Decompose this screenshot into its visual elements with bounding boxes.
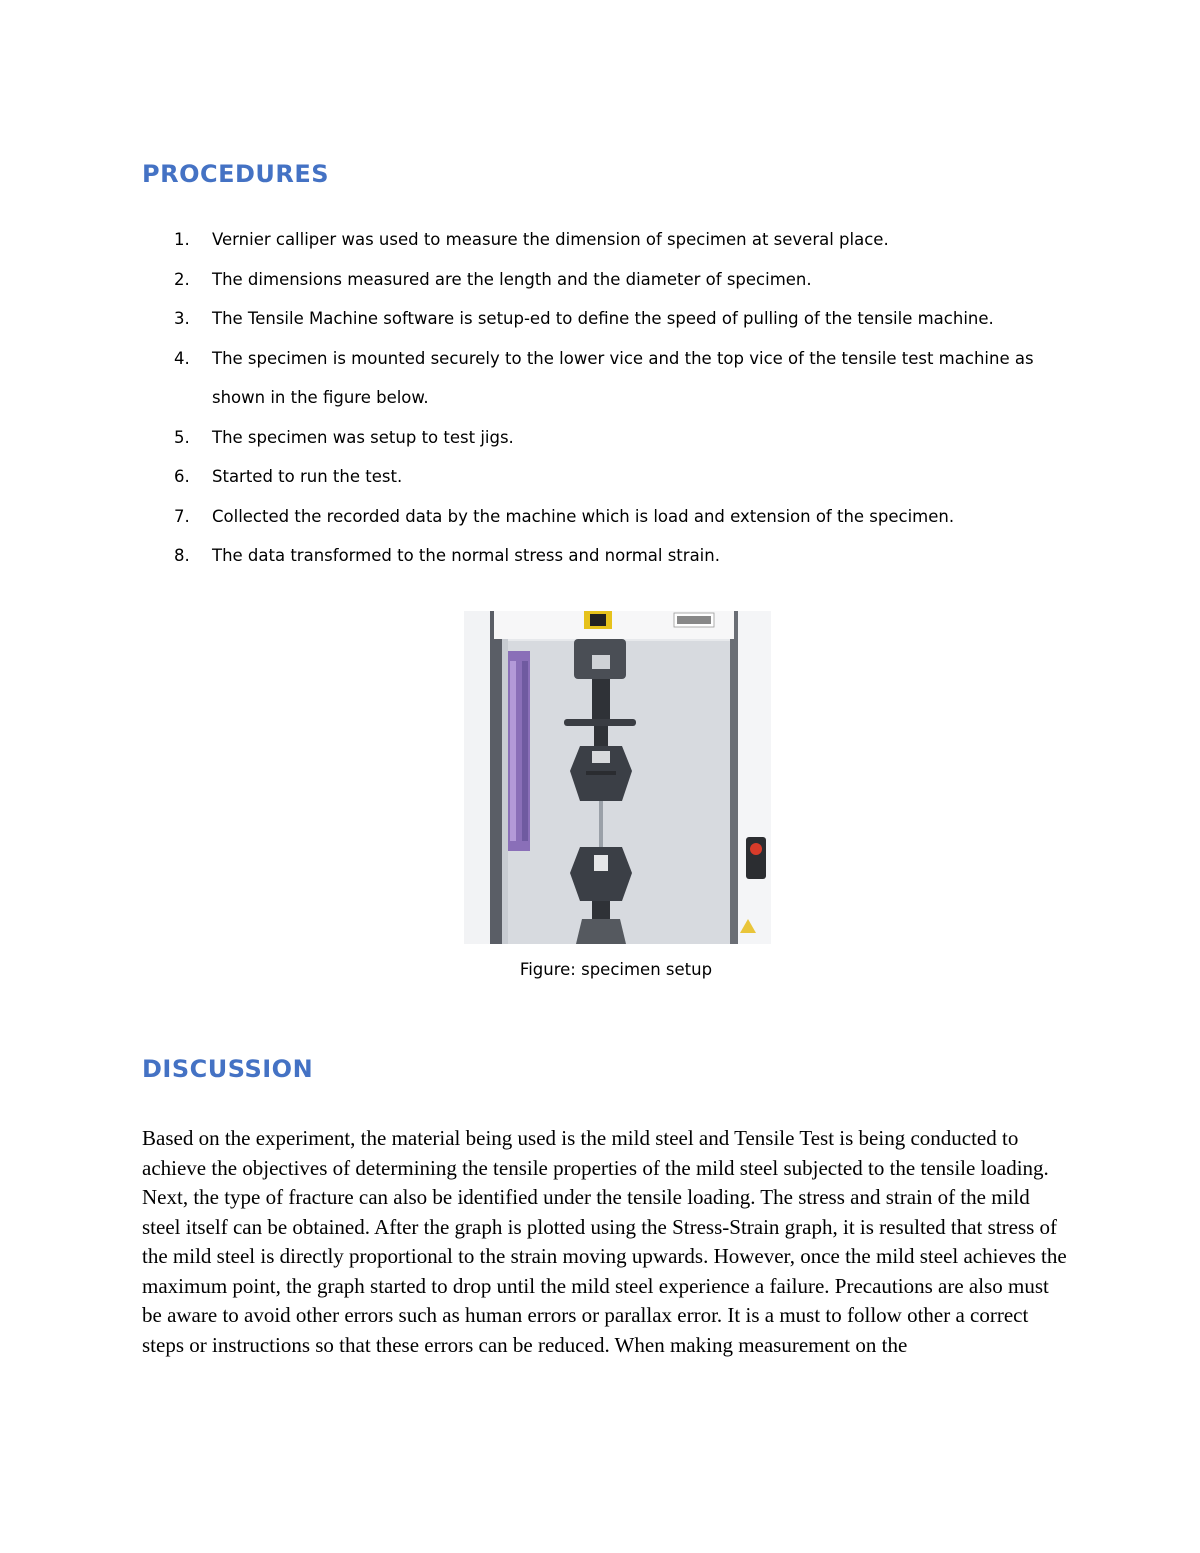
step-text: The Tensile Machine software is setup-ed to define the speed of pulling of the tensile machine. bbox=[212, 309, 994, 328]
step-text: Started to run the test. bbox=[212, 467, 403, 486]
list-item bbox=[0, 497, 1200, 537]
list-item bbox=[0, 418, 1200, 458]
step-number: 2. bbox=[174, 269, 190, 289]
list-item bbox=[0, 299, 1200, 339]
step-text: Collected the recorded data by the machine which is load and extension of the specimen. bbox=[212, 506, 955, 526]
step-number: 4. bbox=[174, 348, 190, 368]
step-number: 6. bbox=[174, 467, 190, 486]
step-number: 3. bbox=[174, 309, 190, 328]
step-number: 8. bbox=[174, 546, 190, 565]
step-text: The specimen is mounted securely to the lower vice and the top vice of the tensile test machine as shown in the figure below. bbox=[212, 348, 1034, 407]
procedures-heading: PROCEDURES bbox=[142, 160, 330, 188]
figure-caption: Figure: specimen setup bbox=[519, 960, 713, 979]
step-number: 5. bbox=[174, 427, 190, 447]
list-item bbox=[0, 260, 1200, 300]
step-text: The data transformed to the normal stress and normal strain. bbox=[212, 546, 720, 565]
list-item bbox=[0, 220, 1200, 260]
step-number: 1. bbox=[174, 230, 190, 249]
list-item bbox=[0, 536, 1200, 576]
step-text: The dimensions measured are the length and the diameter of specimen. bbox=[212, 269, 812, 289]
discussion-paragraph: Based on the experiment, the material being used is the mild steel and Tensile Test is being conducted to achieve the objectives of determining the tensile properties of the mild steel subjected to the tensile loading. Next, the type of fracture can also be identified under the tensile loading. The stress and strain of the mild steel itself can be obtained. After the graph is plotted using the Stress-Strain graph, it is resulted that stress of the mild steel is directly proportional to the strain moving upwards. However, once the mild steel achieves the maximum point, the graph started to drop until the mild steel experience a failure. Precautions are also must be aware to avoid other errors such as human errors or parallax error. It is a must to follow other a correct steps or instructions so that these errors can be reduced. When making measurement on the bbox=[142, 1126, 1067, 1357]
list-item bbox=[0, 457, 1200, 497]
discussion-heading: DISCUSSION bbox=[142, 1055, 314, 1083]
procedures-list bbox=[0, 220, 1200, 576]
list-item bbox=[0, 339, 1200, 418]
step-number: 7. bbox=[174, 506, 190, 526]
specimen-setup-photo bbox=[464, 611, 771, 944]
step-text: Vernier calliper was used to measure the dimension of specimen at several place. bbox=[212, 230, 889, 249]
step-text: The specimen was setup to test jigs. bbox=[212, 427, 514, 447]
